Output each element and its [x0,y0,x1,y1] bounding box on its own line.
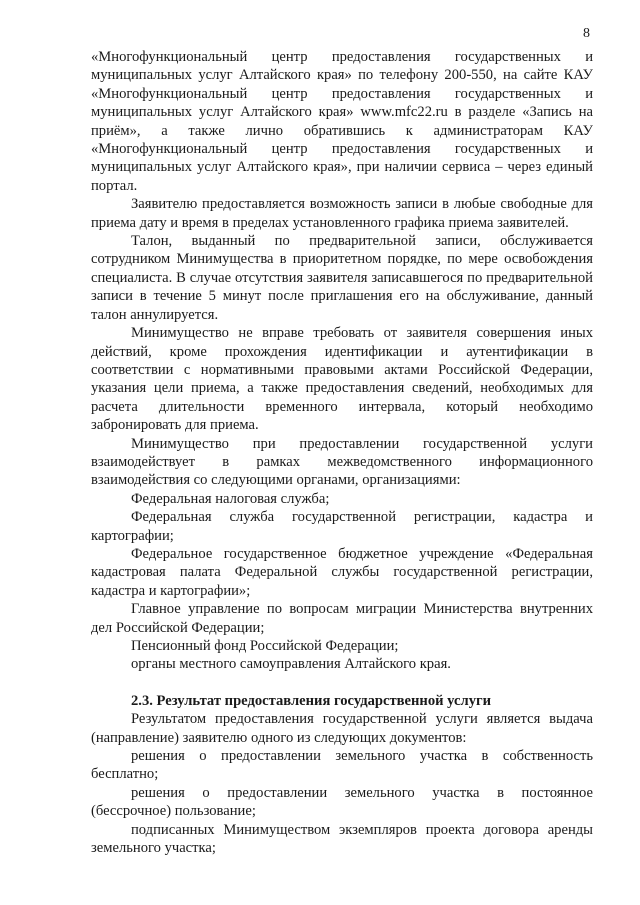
list-item-organization: Федеральная служба государственной регистрации, кадастра и картографии; [91,509,593,544]
paragraph-interaction: Минимущество при предоставлении государственной услуги взаимодействует в рамках межведомственного информационного взаимодействия со следующими органами, организациями: [91,435,593,489]
paragraph-requirements: Минимущество не вправе требовать от заявителя совершения иных действий, кроме прохождения идентификации и аутентификации в соответствии с нормативными правовыми актами Российской Федерации, указания цели приема, а также предоставления сведений, необходимых для расчета длительности временного интервала, который необходимо забронировать для приема. [91,325,593,434]
list-item-result: решения о предоставлении земельного участка в постоянное (бессрочное) пользование; [91,784,593,820]
section-heading: 2.3. Результат предоставления государственной услуги [131,692,492,709]
list-item-organization: органы местного самоуправления Алтайского края. [131,656,451,673]
paragraph-appointment-options: Заявителю предоставляется возможность записи в любые свободные для приема дату и время в пределах установленного графика приема заявителей. [91,196,593,231]
paragraph-ticket-service: Талон, выданный по предварительной записи, обслуживается сотрудником Минимущества в приоритетном порядке, по мере освобождения специалиста. В случае отсутствия заявителя записавшегося по предварительной записи в течение 5 минут после приглашения его на обслуживание, данный талон аннулируется. [91,233,593,323]
list-item-organization: Федеральная налоговая служба; [131,490,330,507]
list-item-result: подписанных Минимуществом экземпляров проекта договора аренды земельного участка; [91,821,593,857]
list-item-organization: Главное управление по вопросам миграции Министерства внутренних дел Российской Федерации; [91,601,593,636]
section-intro: Результатом предоставления государственной услуги является выдача (направление) заявителю одного из следующих документов: [91,711,593,746]
paragraph-mfc-contacts: «Многофункциональный центр предоставления государственных и муниципальных услуг Алтайского края» по телефону 200-550, на сайте КАУ «Многофункциональный центр предоставления государственных и муниципальных услуг Алтайского края» www.mfc22.ru в разделе «Запись на приём», а также лично обратившись к администраторам КАУ «Многофункциональный центр предоставления государственных и муниципальных услуг Алтайского края», при наличии сервиса – через единый портал. [91,49,593,194]
document-body [91,48,593,857]
page-number: 8 [583,26,590,41]
list-item-organization: Федеральное государственное бюджетное учреждение «Федеральная кадастровая палата Федеральной службы государственной регистрации, кадастра и картографии»; [91,545,593,599]
list-item-result: решения о предоставлении земельного участка в собственность бесплатно; [91,748,593,783]
list-item-organization: Пенсионный фонд Российской Федерации; [131,638,399,654]
